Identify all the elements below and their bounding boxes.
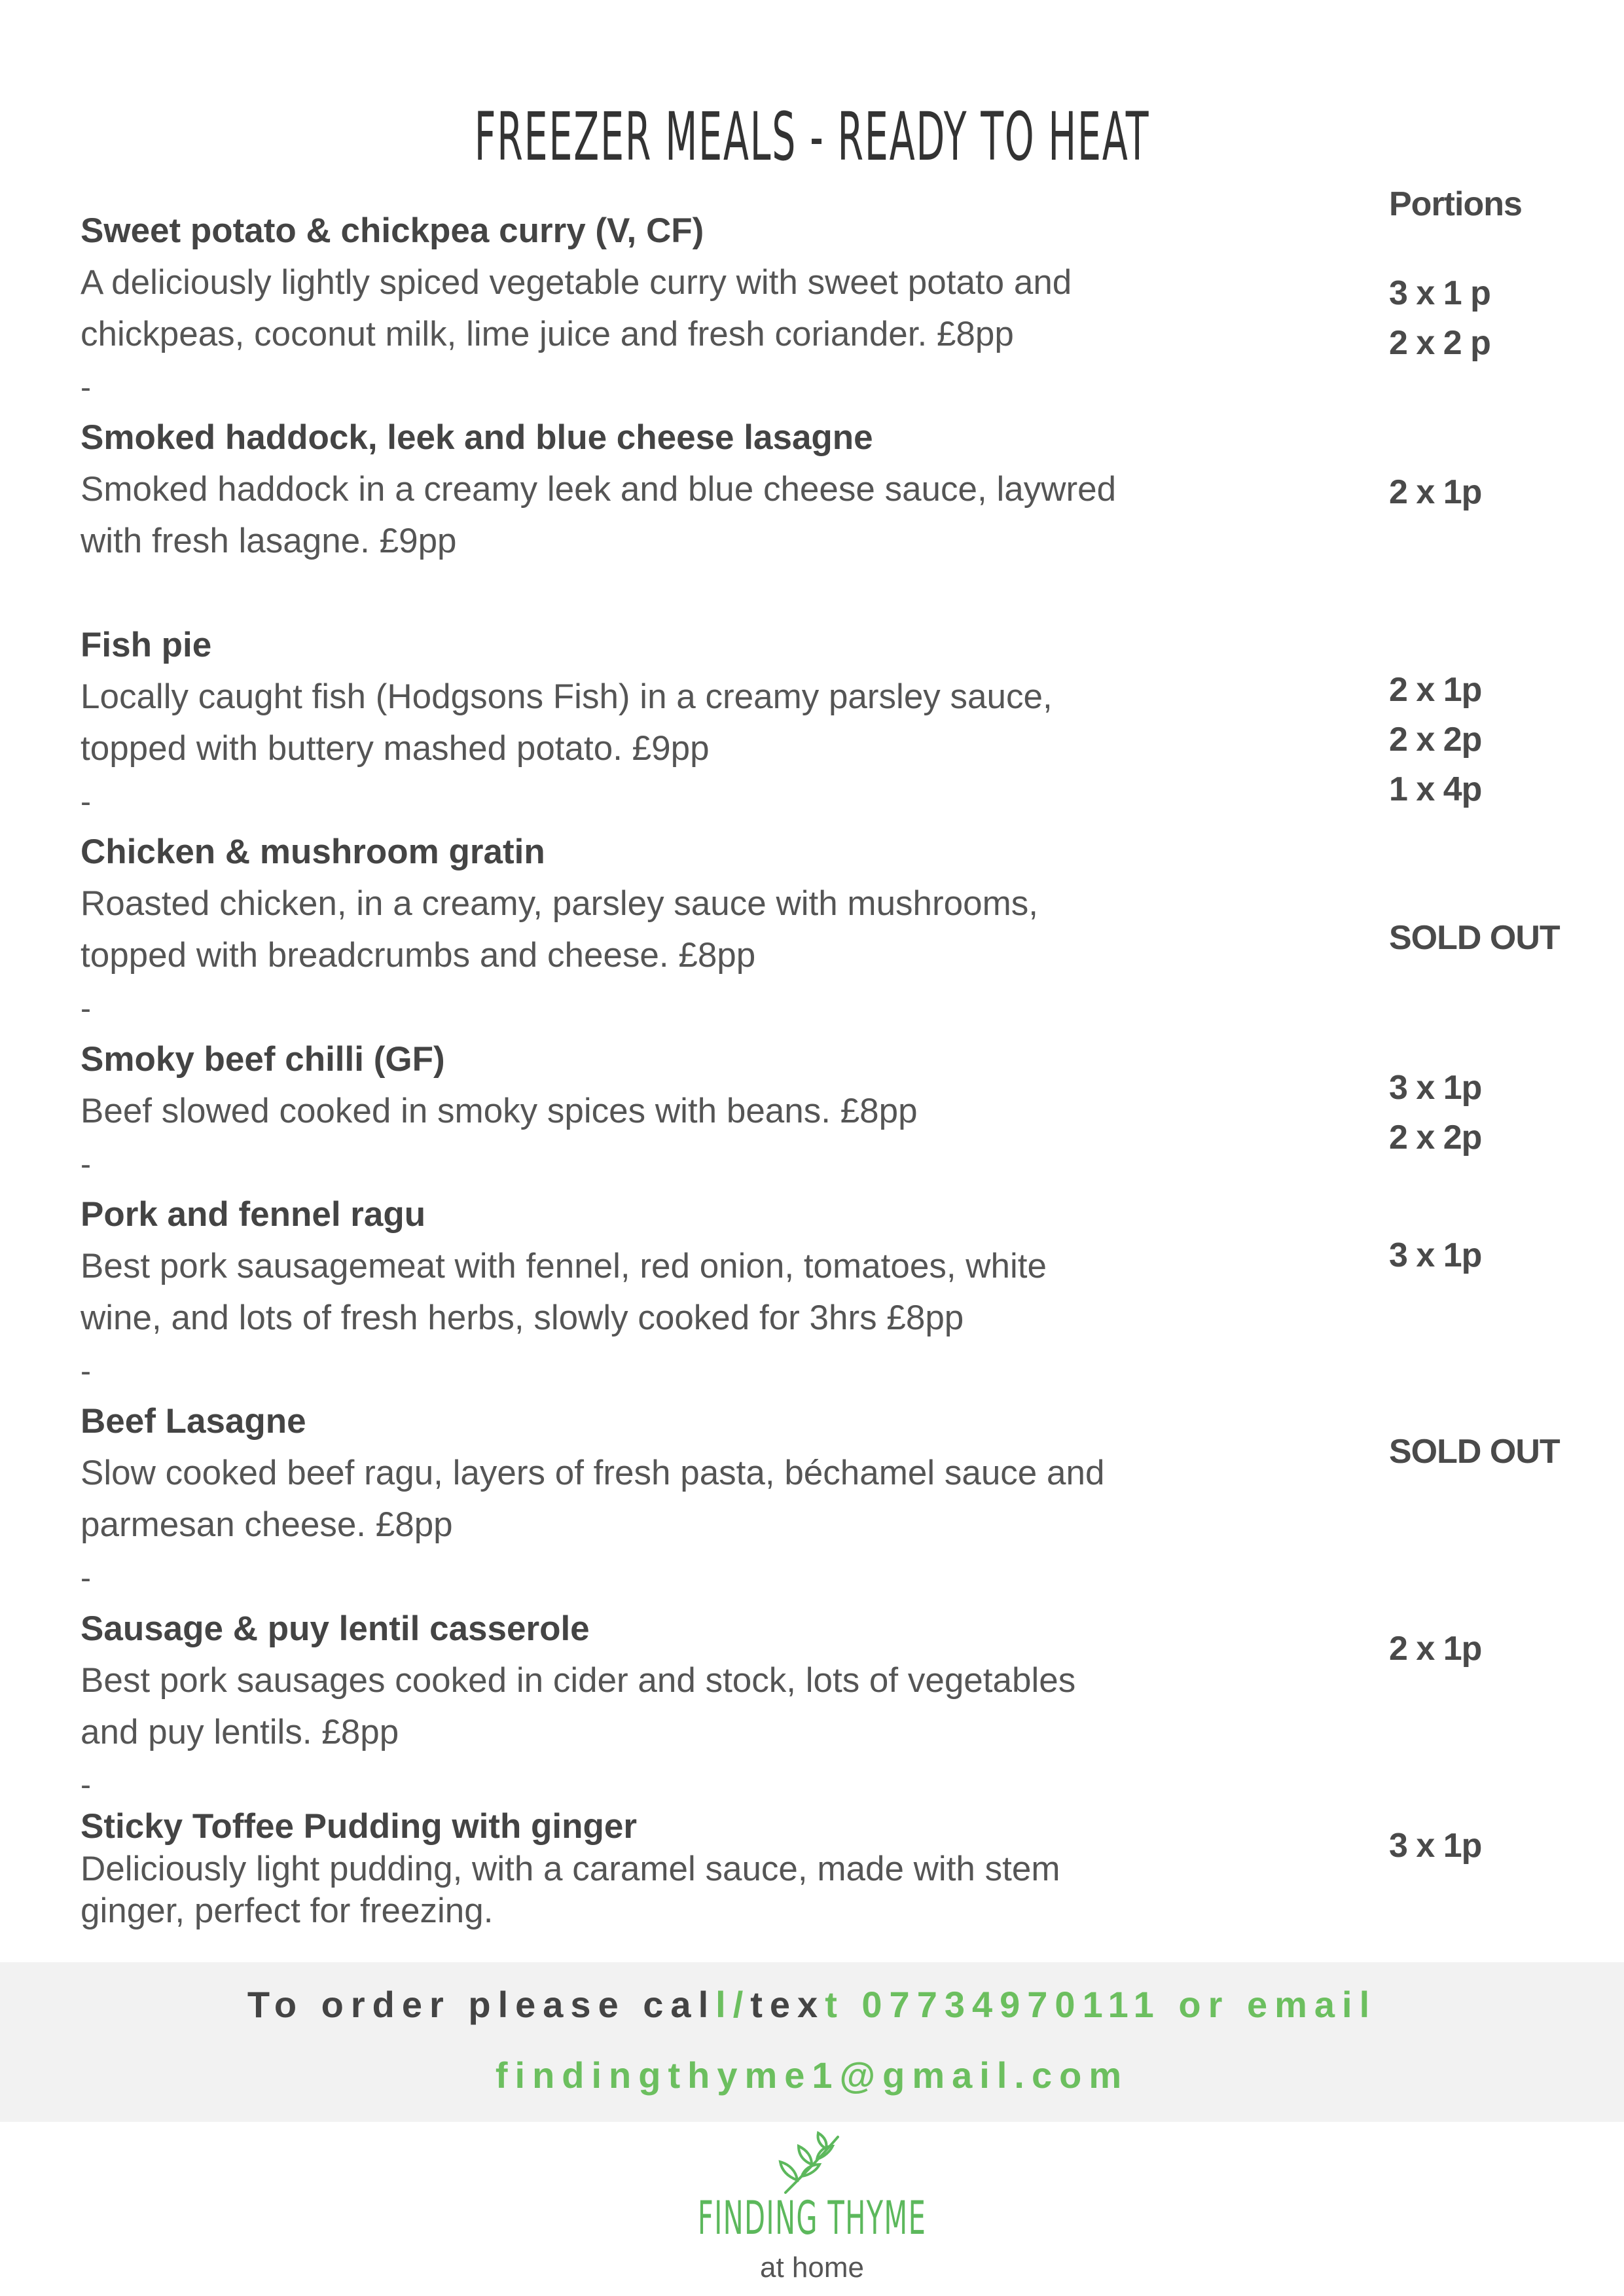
item-description: Deliciously light pudding, with a caramel sauce, made with stem <box>81 1850 1060 1888</box>
item-description: Slow cooked beef ragu, layers of fresh pasta, béchamel sauce and <box>81 1454 1105 1492</box>
portion-line: 2 x 2 p <box>1389 324 1490 362</box>
page-title: FREEZER MEALS - READY TO HEAT <box>474 98 1150 176</box>
item-description: topped with buttery mashed potato. £9pp <box>81 729 710 768</box>
menu-item-smoky-beef-chilli <box>81 1034 1285 1137</box>
portions-header: Portions <box>1389 185 1522 223</box>
item-name: Pork and fennel ragu <box>81 1195 426 1234</box>
item-description: wine, and lots of fresh herbs, slowly cooked for 3hrs £8pp <box>81 1299 964 1337</box>
phone-number: t 07734970111 or email <box>825 1984 1377 2025</box>
portion-line: 2 x 2p <box>1389 1119 1482 1157</box>
item-description: A deliciously lightly spiced vegetable curry with sweet potato and <box>81 263 1072 302</box>
item-name: Smoky beef chilli (GF) <box>81 1040 445 1079</box>
logo-wordmark: FINDING THYME <box>697 2191 927 2245</box>
item-description: Best pork sausages cooked in cider and stock, lots of vegetables <box>81 1661 1076 1700</box>
item-name: Sausage & puy lentil casserole <box>81 1609 590 1648</box>
item-description: Locally caught fish (Hodgsons Fish) in a creamy parsley sauce, <box>81 677 1053 716</box>
item-description: and puy lentils. £8pp <box>81 1713 399 1751</box>
item-name: Chicken & mushroom gratin <box>81 833 545 871</box>
item-description: Roasted chicken, in a creamy, parsley sauce with mushrooms, <box>81 884 1039 923</box>
portions-sweet-potato-curry <box>1389 268 1490 368</box>
portion-line: 2 x 2p <box>1389 721 1482 759</box>
item-description: chickpeas, coconut milk, lime juice and fresh coriander. £8pp <box>81 315 1014 353</box>
item-description: Beef slowed cooked in smoky spices with beans. £8pp <box>81 1092 918 1130</box>
separator: - <box>81 785 91 819</box>
menu-item-sweet-potato-curry <box>81 206 1285 360</box>
menu-item-fish-pie <box>81 620 1285 774</box>
portions-chicken-mushroom-gratin <box>1389 913 1560 963</box>
logo-subtitle: at home <box>760 2251 864 2284</box>
item-name: Smoked haddock, leek and blue cheese lasagne <box>81 418 873 457</box>
email-address: findingthyme1@gmail.com <box>495 2054 1129 2096</box>
item-description: ginger, perfect for freezing. <box>81 1892 494 1930</box>
separator: - <box>81 1768 91 1803</box>
order-text: To order please cal <box>247 1984 716 2025</box>
portions-fish-pie <box>1389 665 1481 814</box>
separator: - <box>81 992 91 1026</box>
order-instructions <box>0 1983 1624 2026</box>
item-description: Smoked haddock in a creamy leek and blue cheese sauce, laywred <box>81 470 1117 509</box>
menu-item-sausage-lentil-casserole <box>81 1604 1285 1758</box>
order-text: l/ <box>715 1984 751 2025</box>
portion-line: 3 x 1p <box>1389 1236 1482 1274</box>
separator: - <box>81 370 91 405</box>
portions-sticky-toffee-pudding <box>1389 1821 1481 1871</box>
portion-line: 2 x 1p <box>1389 473 1482 511</box>
menu-item-chicken-mushroom-gratin <box>81 827 1285 981</box>
item-description: parmesan cheese. £8pp <box>81 1505 453 1544</box>
portion-line: 2 x 1p <box>1389 1630 1482 1668</box>
menu-item-sticky-toffee-pudding <box>81 1805 1285 1932</box>
portion-line: 3 x 1 p <box>1389 274 1490 312</box>
item-description: Best pork sausagemeat with fennel, red onion, tomatoes, white <box>81 1247 1047 1285</box>
portion-line: 3 x 1p <box>1389 1069 1482 1107</box>
menu-item-pork-fennel-ragu <box>81 1189 1285 1344</box>
portions-smoked-haddock-lasagne <box>1389 467 1481 517</box>
item-name: Sticky Toffee Pudding with ginger <box>81 1807 637 1846</box>
portions-beef-lasagne <box>1389 1427 1560 1477</box>
portions-pork-fennel-ragu <box>1389 1230 1481 1280</box>
menu-item-beef-lasagne <box>81 1396 1285 1551</box>
leaf-sprig-icon <box>772 2130 851 2199</box>
item-description: topped with breadcrumbs and cheese. £8pp <box>81 936 756 975</box>
order-text: tex <box>750 1984 825 2025</box>
menu-item-smoked-haddock-lasagne <box>81 412 1285 567</box>
separator: - <box>81 1147 91 1182</box>
portion-line: 3 x 1p <box>1389 1827 1482 1865</box>
sold-out-label: SOLD OUT <box>1389 919 1560 957</box>
portion-line: 1 x 4p <box>1389 770 1482 808</box>
portions-smoky-beef-chilli <box>1389 1063 1481 1162</box>
separator: - <box>81 1561 91 1596</box>
portion-line: 2 x 1p <box>1389 671 1482 709</box>
separator: - <box>81 1354 91 1389</box>
item-name: Fish pie <box>81 626 212 664</box>
item-name: Sweet potato & chickpea curry (V, CF) <box>81 211 704 250</box>
item-description: with fresh lasagne. £9pp <box>81 522 457 560</box>
portions-sausage-lentil-casserole <box>1389 1624 1481 1674</box>
item-name: Beef Lasagne <box>81 1402 306 1441</box>
sold-out-label: SOLD OUT <box>1389 1433 1560 1471</box>
